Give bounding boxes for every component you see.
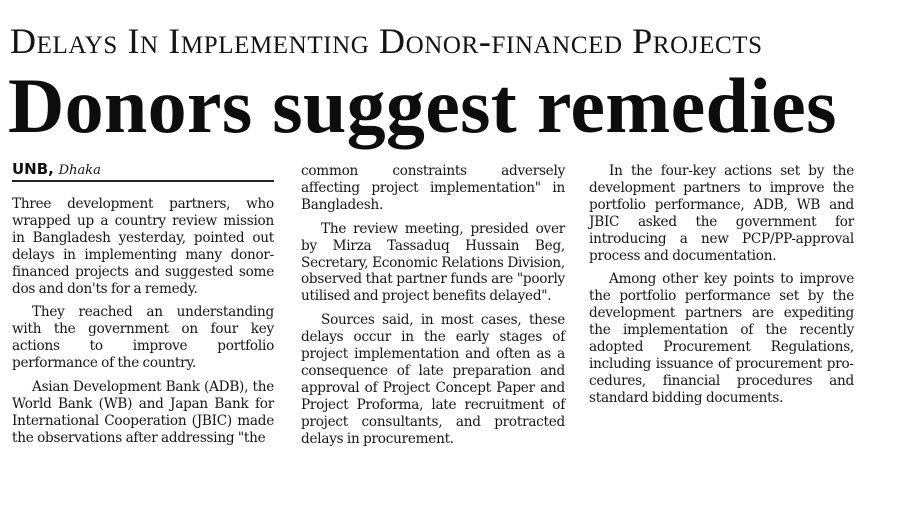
paragraph: In the four-key actions set by the development partners to improve the portfolio performance, ADB, WB and JBIC asked the government for introducing a new PCP/PP-approval process and documentation. (589, 163, 854, 264)
paragraph: common constraints adversely affecting project implementation" in Bangladesh. (301, 163, 565, 213)
paragraph: Sources said, in most cases, these delays occur in the early stages of project implementation and often as a consequence of late preparation and approval of Project Concept Paper and Project Proforma, late recruitment of project consultants, and protracted delays in procurement. (301, 312, 565, 447)
paragraph: They reached an understanding with the government on four key actions to improve portfolio performance of the country. (12, 304, 274, 372)
byline (12, 160, 274, 182)
article-headline: Donors suggest remedies (8, 62, 837, 149)
paragraph: Asian Development Bank (ADB), the World Bank (WB) and Japan Bank for International Cooperation (JBIC) made the observations after addressing "the (12, 379, 274, 446)
paragraph: Three development partners, who wrapped up a country review mission in Bangladesh yesterday, pointed out delays in implementing many donor-financed projects and suggested some dos and don'ts for a remedy. (12, 196, 274, 297)
paragraph: The review meeting, presided over by Mirza Tassaduq Hussain Beg, Secretary, Economic Relations Division, observed that partner funds are "poorly utilised and project benefits delayed". (301, 220, 565, 305)
byline-place: Dhaka (58, 163, 101, 178)
byline-agency: UNB, (12, 160, 54, 178)
article-kicker: Delays In Implementing Donor-financed Projects (10, 21, 763, 61)
article-column-2 (301, 163, 565, 455)
article-column-3 (589, 163, 854, 414)
paragraph: Among other key points to improve the portfolio performance set by the development partners are expediting the implementation of the recently adopted Procurement Regulations, including issuance of procurement procedures, financial procedures and standard bidding documents. (589, 271, 854, 406)
article-column-1 (12, 196, 274, 454)
